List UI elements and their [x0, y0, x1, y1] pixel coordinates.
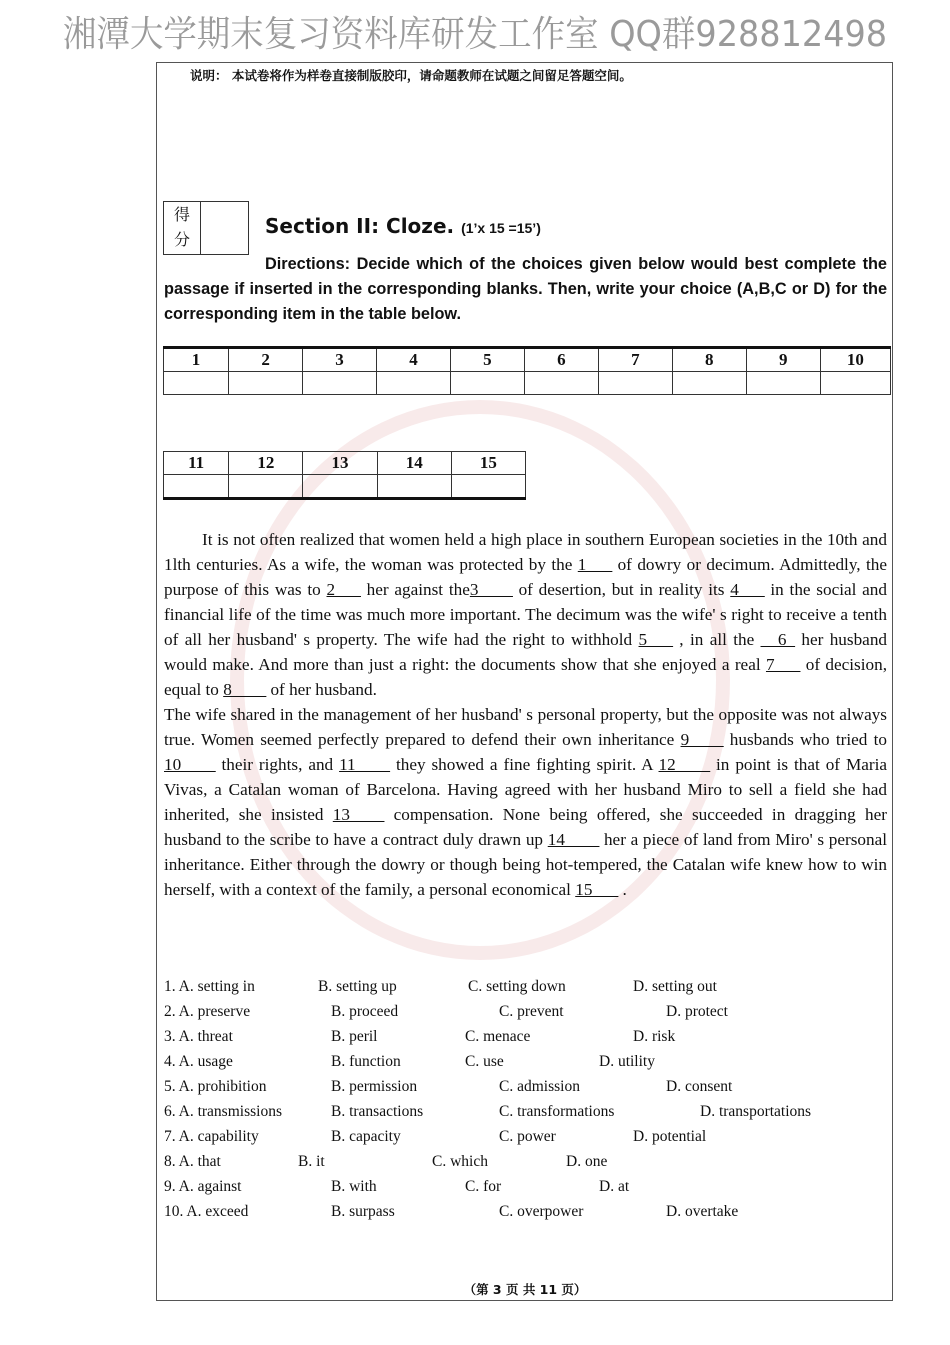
blank-marker: 15___ [575, 880, 619, 899]
score-box: 得 分 [163, 201, 249, 255]
passage-text: her husband would make. And more than just a right: the documents show that she enjoyed a real [164, 630, 888, 674]
section-title: Section II: Cloze. (1’x 15 =15’) [265, 214, 541, 238]
answer-cell[interactable] [672, 372, 746, 395]
answer-cell[interactable] [229, 372, 303, 395]
option-choice: C. use [465, 1053, 504, 1070]
option-choice: 8. A. that [164, 1153, 221, 1170]
option-choice: B. function [331, 1053, 401, 1070]
passage-text: It is not often realized that women held a high place in southern European societies in the 10th and 1lth centuries. As a wife, the woman was protected by the [164, 530, 887, 574]
table-header-cell: 1 [164, 348, 229, 372]
option-choice: D. risk [633, 1028, 676, 1045]
table-header-cell: 10 [820, 348, 890, 372]
option-choice: B. it [298, 1153, 325, 1170]
option-choice: B. surpass [331, 1203, 395, 1220]
option-choice: C. power [499, 1128, 556, 1145]
passage-text: of decision, equal to [164, 655, 887, 699]
passage-text: her against the [360, 580, 470, 599]
table-header-cell: 4 [377, 348, 451, 372]
blank-marker: 7___ [765, 655, 801, 674]
option-choice: C. setting down [468, 978, 566, 995]
option-choice: D. potential [633, 1128, 707, 1145]
blank-marker: 8____ [223, 680, 267, 699]
option-choice: 1. A. setting in [164, 978, 255, 995]
blank-marker: 10____ [164, 755, 216, 774]
answer-cell[interactable] [303, 475, 377, 499]
answer-cell[interactable] [377, 372, 451, 395]
option-choice: C. transformations [499, 1103, 615, 1120]
page-number: （第 3 页 共 11 页） [463, 1282, 587, 1297]
answer-cell[interactable] [820, 372, 890, 395]
passage-text: The wife shared in the management of her husband' s personal property, but the opposite was not always true. Women seemed perfectly prepared to defend their own inheritance [164, 705, 887, 749]
answer-table-1 [163, 346, 891, 395]
option-choice: C. admission [499, 1078, 580, 1095]
option-choice: 6. A. transmissions [164, 1103, 282, 1120]
option-choice: C. for [465, 1178, 502, 1195]
option-choice: 5. A. prohibition [164, 1078, 267, 1095]
passage-text: husbands who tried to [723, 730, 887, 749]
blank-marker: 2___ [326, 580, 361, 599]
answer-cell[interactable] [377, 475, 451, 499]
blank-marker: __6_ [760, 630, 796, 649]
answer-cell[interactable] [303, 372, 377, 395]
option-choice: B. with [331, 1178, 377, 1195]
option-choice: 7. A. capability [164, 1128, 259, 1145]
blank-marker: 3____ [469, 580, 513, 599]
option-choice: 3. A. threat [164, 1028, 233, 1045]
answer-cell[interactable] [746, 372, 820, 395]
passage-text: in point is that of Maria Vivas, a Catalan woman of Barcelona. Having agreed with her husband Miro to sell a field she had inherited, she insisted [164, 755, 888, 824]
blank-marker: 1___ [577, 555, 613, 574]
score-field[interactable] [201, 202, 248, 254]
option-choice: 2. A. preserve [164, 1003, 251, 1020]
option-choice: B. peril [331, 1028, 378, 1045]
option-choice: B. transactions [331, 1103, 424, 1120]
option-choice: D. utility [599, 1053, 655, 1070]
directions: Directions: Decide which of the choices given below would best complete the passage if inserted in the corresponding blanks. Then, write your choice (A,B,C or D) for the corresponding item in the table below. [164, 255, 887, 323]
answer-cell[interactable] [598, 372, 672, 395]
passage-paragraph [164, 702, 887, 902]
answer-cell[interactable] [451, 475, 525, 499]
option-choice: 4. A. usage [164, 1053, 233, 1070]
table-header-cell: 13 [303, 452, 377, 475]
cloze-passage [164, 527, 887, 902]
passage-text: , in all the [672, 630, 761, 649]
passage-text: their rights, and [215, 755, 340, 774]
blank-marker: 14____ [547, 830, 600, 849]
option-choice: D. overtake [666, 1203, 739, 1220]
option-choice: D. at [599, 1178, 630, 1195]
option-choice: B. capacity [331, 1128, 401, 1145]
blank-marker: 11____ [339, 755, 391, 774]
answer-cell[interactable] [164, 372, 229, 395]
option-choice: D. setting out [633, 978, 717, 995]
option-choice: D. transportations [700, 1103, 812, 1120]
table-header-cell: 12 [229, 452, 303, 475]
passage-text: of dowry or decimum. Admittedly, the purpose of this was to [164, 555, 888, 599]
passage-text: they showed a fine fighting spirit. A [390, 755, 659, 774]
table-header-cell: 15 [451, 452, 525, 475]
option-choice: C. which [432, 1153, 488, 1170]
table-header-cell: 3 [303, 348, 377, 372]
option-choice: B. setting up [318, 978, 397, 995]
blank-marker: 5___ [638, 630, 673, 649]
section-points: (1’x 15 =15’) [461, 220, 541, 236]
passage-text: her a piece of land from Miro' s personal inheritance. Either through the dowry or though being hot-tempered, the Catalan wife knew how to win herself, with a context of the family, a personal economical [164, 830, 887, 899]
table-header-cell: 2 [229, 348, 303, 372]
table-header-cell: 11 [164, 452, 229, 475]
table-header-cell: 14 [377, 452, 451, 475]
passage-text: of her husband. [266, 680, 377, 699]
answer-cell[interactable] [164, 475, 229, 499]
option-choice: D. consent [666, 1078, 733, 1095]
table-header-cell: 8 [672, 348, 746, 372]
answer-cell[interactable] [524, 372, 598, 395]
option-choice: C. prevent [499, 1003, 564, 1020]
option-choice: 10. A. exceed [164, 1203, 249, 1220]
blank-marker: 4___ [730, 580, 765, 599]
option-choice: D. protect [666, 1003, 728, 1020]
option-choice: D. one [566, 1153, 608, 1170]
passage-text: of desertion, but in reality its [512, 580, 731, 599]
option-choice: C. overpower [499, 1203, 584, 1220]
passage-text: . [618, 880, 627, 899]
option-choice: B. proceed [331, 1003, 399, 1020]
table-header-cell: 7 [598, 348, 672, 372]
table-header-cell: 9 [746, 348, 820, 372]
passage-text: in the social and financial life of the time was much more important. The decimum was the wife' s right to receive a tenth of all her husband' s property. The wife had the right to withhold [164, 580, 887, 649]
table-header-cell: 5 [450, 348, 524, 372]
passage-paragraph [164, 527, 887, 702]
blank-marker: 13____ [332, 805, 385, 824]
option-choice: 9. A. against [164, 1178, 242, 1195]
watermark-header: 湘潭大学期末复习资料库研发工作室 QQ群928812498 [62, 14, 888, 55]
option-choice: C. menace [465, 1028, 531, 1045]
answer-cell[interactable] [450, 372, 524, 395]
answer-table-2 [163, 451, 526, 500]
instruction-note: 说明： 本试卷将作为样卷直接制版胶印，请命题教师在试题之间留足答题空间。 [190, 68, 632, 83]
blank-marker: 12____ [658, 755, 711, 774]
blank-marker: 9____ [680, 730, 724, 749]
table-header-cell: 6 [524, 348, 598, 372]
option-choice: B. permission [331, 1078, 418, 1095]
passage-text: compensation. None being offered, she succeeded in dragging her husband to the scribe to have a contract duly drawn up [164, 805, 887, 849]
answer-cell[interactable] [229, 475, 303, 499]
